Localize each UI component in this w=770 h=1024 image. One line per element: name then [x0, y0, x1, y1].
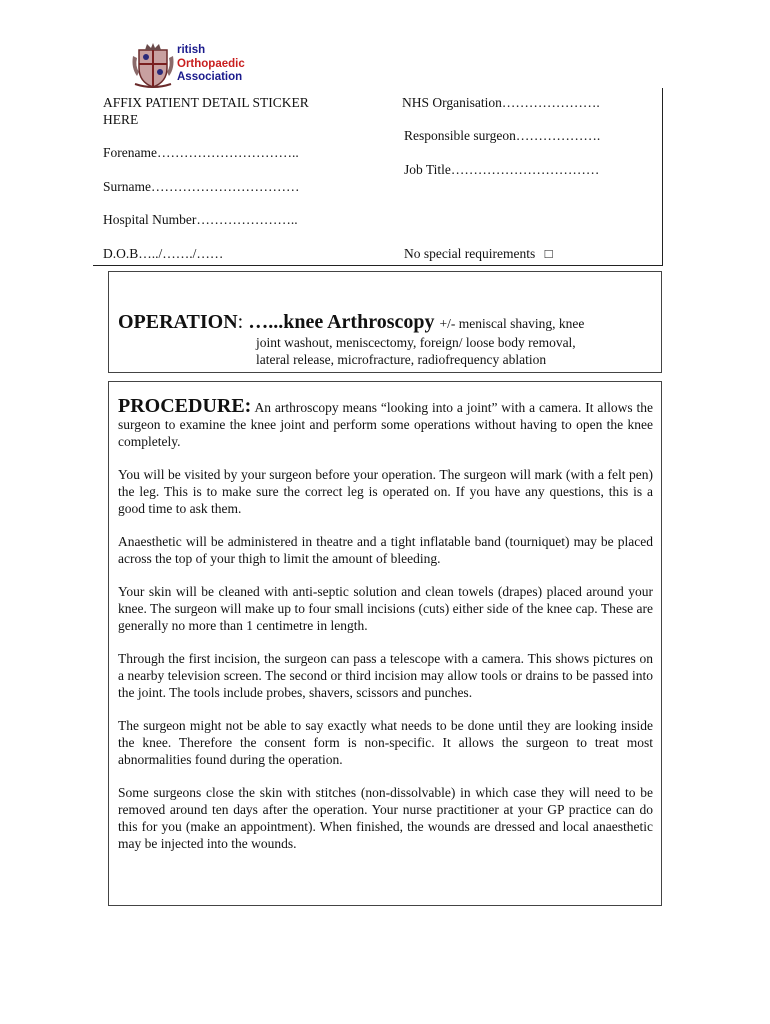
- operation-heading: [118, 310, 584, 336]
- operation-box: [108, 271, 662, 373]
- procedure-paragraph-3: Your skin will be cleaned with anti-septic solution and clean towels (drapes) placed around your knee. The surgeon will make up to four small incisions (cuts) either side of the knee cap. These are generally no more than 1 centimetre in length.: [118, 584, 653, 633]
- sticker-label: AFFIX PATIENT DETAIL STICKER: [103, 95, 309, 110]
- procedure-intro: [118, 395, 653, 450]
- procedure-paragraph-2: Anaesthetic will be administered in theatre and a tight inflatable band (tourniquet) may be placed across the top of your thigh to limit the amount of bleeding.: [118, 534, 653, 566]
- operation-desc-line3: lateral release, microfracture, radiofrequency ablation: [256, 352, 547, 367]
- dob-field[interactable]: D.O.B…../……./……: [103, 246, 224, 261]
- operation-desc-first: +/- meniscal shaving, knee: [439, 316, 585, 331]
- forename-field[interactable]: Forename…………………………..: [103, 145, 299, 160]
- nhs-organisation-field[interactable]: NHS Organisation………………….: [402, 95, 600, 110]
- procedure-box: [108, 381, 662, 906]
- special-requirements-checkbox[interactable]: □: [544, 246, 553, 261]
- logo-line-3: Association: [177, 71, 243, 83]
- crest-icon: [131, 42, 175, 88]
- logo-line-2: Orthopaedic: [177, 57, 245, 70]
- procedure-intro-text: An arthroscopy means “looking into a joint” with a camera. It allows the surgeon to examine the knee joint and perform some operations without having to open the knee completely.: [118, 400, 653, 449]
- operation-desc-line2: joint washout, meniscectomy, foreign/ loose body removal,: [256, 335, 576, 350]
- surname-field[interactable]: Surname……………………………: [103, 179, 300, 194]
- operation-colon: :: [237, 311, 249, 333]
- special-requirements: [404, 245, 553, 262]
- procedure-paragraph-6: Some surgeons close the skin with stitches (non-dissolvable) in which case they will need to be removed around ten days after the operation. Your nurse practitioner at your GP practice can do this for you (make an appointment). When finished, the wounds are dressed and local anaesthetic may be injected into the wounds.: [118, 785, 653, 851]
- patient-details-box: [93, 88, 663, 266]
- job-title-field[interactable]: Job Title……………………………: [404, 162, 600, 177]
- operation-description: [256, 334, 656, 368]
- procedure-paragraph-1: You will be visited by your surgeon before your operation. The surgeon will mark (with a felt pen) the leg. This is to make sure the correct leg is operated on. If you have any questions, this is a good time to ask them.: [118, 467, 653, 516]
- procedure-label: PROCEDURE:: [118, 395, 252, 417]
- procedure-paragraph-5: The surgeon might not be able to say exactly what needs to be done until they are looking inside the knee. Therefore the consent form is non-specific. It allows the surgeon to treat most abnormalities found during the operation.: [118, 718, 653, 767]
- procedure-paragraph-4: Through the first incision, the surgeon can pass a telescope with a camera. This shows pictures on a nearby television screen. The second or third incision may allow tools or drains to be passed into the joint. The tools include probes, shavers, scissors and punches.: [118, 651, 653, 700]
- operation-name: …...knee Arthroscopy: [248, 311, 435, 333]
- logo-line-1: ritish: [177, 44, 206, 56]
- hospital-number-field[interactable]: Hospital Number…………………..: [103, 212, 298, 227]
- sticker-label-cont: HERE: [103, 112, 139, 127]
- boa-logo: [131, 42, 271, 88]
- operation-label: OPERATION: [118, 311, 238, 333]
- special-requirements-label: No special requirements: [404, 246, 536, 261]
- responsible-surgeon-field[interactable]: Responsible surgeon……………….: [404, 128, 601, 143]
